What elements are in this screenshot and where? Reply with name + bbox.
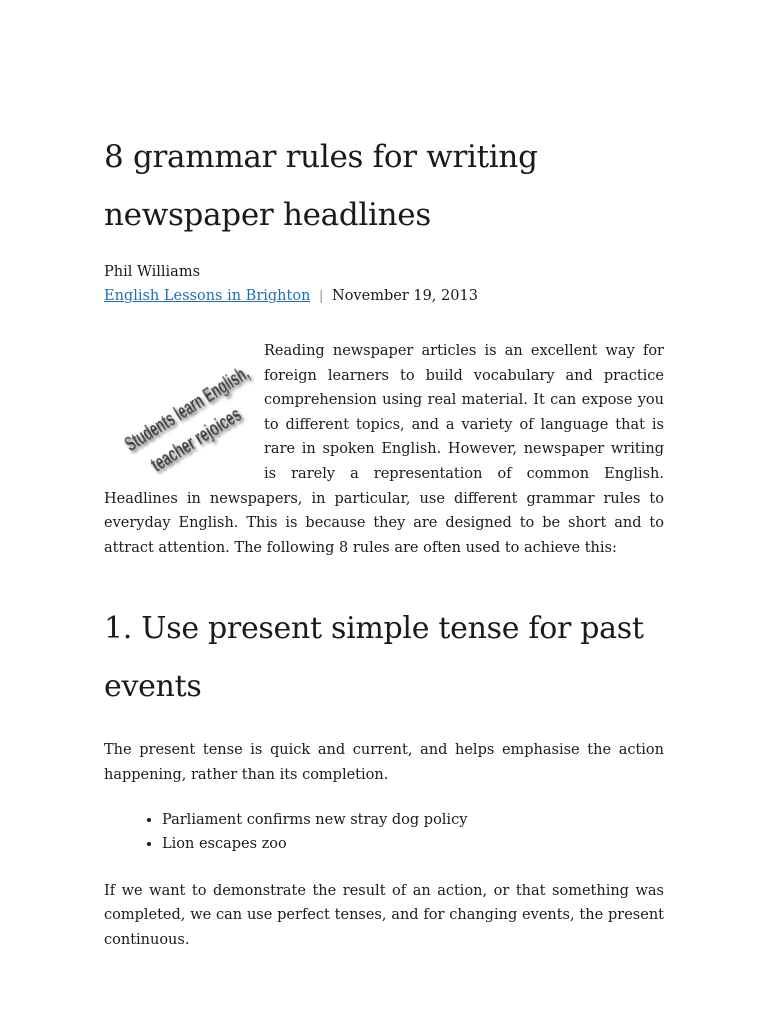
category-link[interactable]: English Lessons in Brighton [104, 288, 311, 304]
author-name: Phil Williams [104, 264, 201, 280]
section-paragraph: The present tense is quick and current, and helps emphasise the action happening, rather than its completion. [104, 742, 664, 783]
article-meta [104, 284, 664, 309]
list-item: • Lion escapes zoo [162, 832, 664, 857]
headline-image [104, 341, 254, 483]
meta-separator: | [319, 289, 324, 304]
article [104, 128, 664, 953]
headline-image-svg [104, 341, 254, 483]
list-item: • Parliament confirms new stray dog policy [162, 808, 664, 833]
image-caption-line2: teacher rejoices [146, 372, 254, 477]
intro-section [104, 339, 664, 560]
publish-date: November 19, 2013 [332, 288, 478, 304]
example-list [104, 808, 664, 857]
followup-paragraph: If we want to demonstrate the result of an action, or that something was completed, we can use perfect tenses, and for changing events, the present continuous. [104, 882, 664, 948]
section-heading: 1. Use present simple tense for past events [104, 611, 644, 705]
image-caption-line1: Students learn English, [120, 341, 254, 457]
article-title: 8 grammar rules for writing newspaper headlines [104, 139, 538, 233]
intro-paragraph: Reading newspaper articles is an excellent way for foreign learners to build vocabulary and practice comprehension using real material. It can expose you to different topics, and a variety of language that is rare in spoken English. However, newspaper writing is rarely a representation of common English. Headlines in newspapers, in particular, use different grammar rules to everyday English. This is because they are designed to be short and to attract attention. The following 8 rules are often used to achieve this: [104, 343, 664, 556]
